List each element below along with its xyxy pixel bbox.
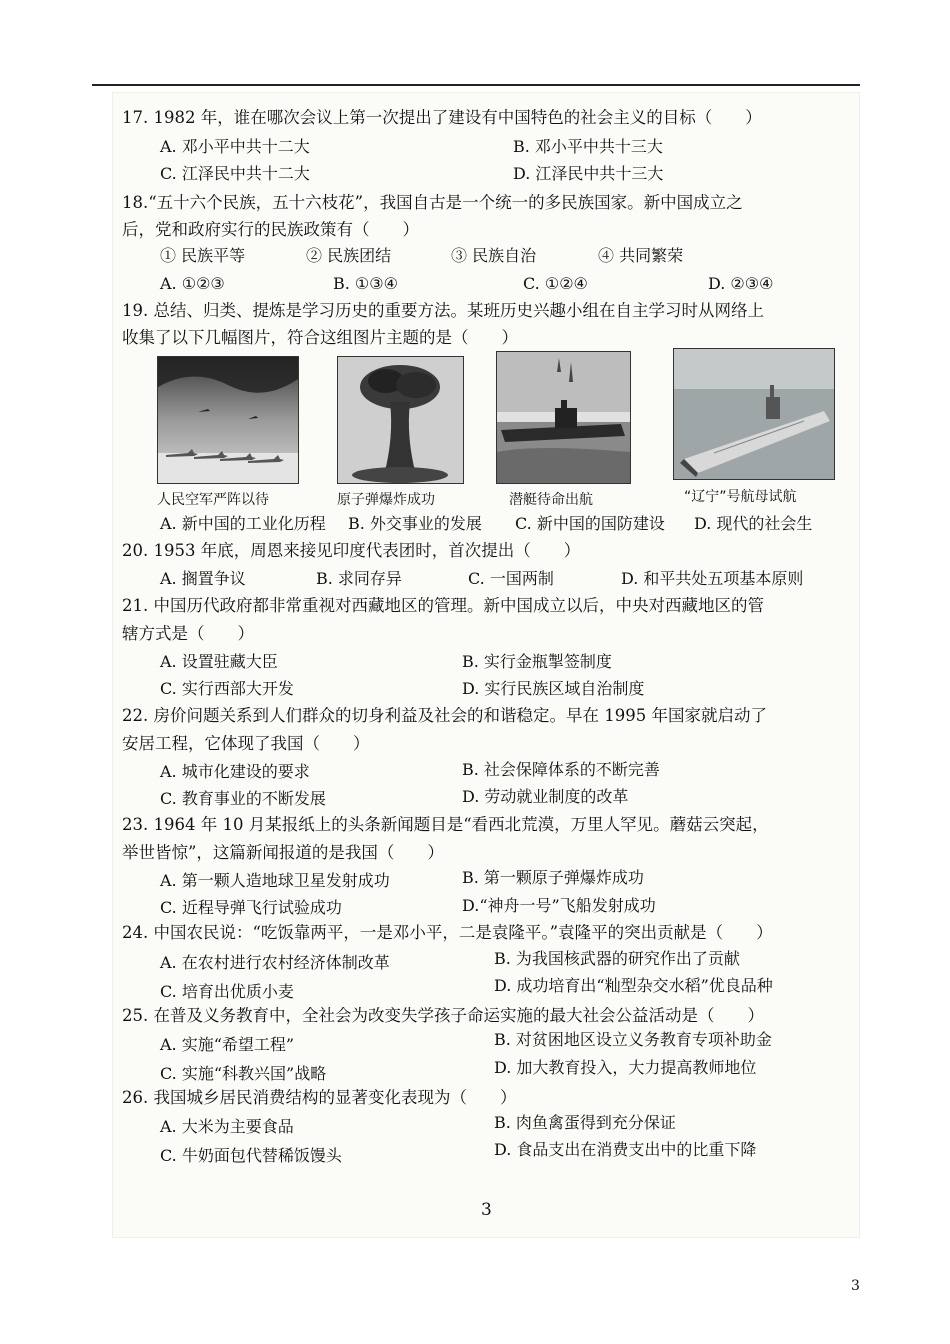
q18-stem-line1: 18.“五十六个民族，五十六枝花”，我国自古是一个统一的多民族国家。新中国成立之: [122, 193, 743, 212]
q23-option-d: D.“神舟一号”飞船发射成功: [462, 896, 656, 915]
q23-stem-line2: 举世皆惊”，这篇新闻报道的是我国（ ）: [122, 843, 444, 862]
q19-stem-line1: 19. 总结、归类、提炼是学习历史的重要方法。某班历史兴趣小组在自主学习时从网络上: [122, 301, 764, 320]
q19-option-c: C. 新中国的国防建设: [515, 514, 665, 533]
q22-option-a: A. 城市化建设的要求: [160, 762, 310, 781]
q21-option-d: D. 实行民族区域自治制度: [462, 679, 645, 698]
q24-option-b: B. 为我国核武器的研究作出了贡献: [494, 949, 740, 968]
q19-option-b: B. 外交事业的发展: [348, 514, 482, 533]
aircraft-carrier-photo: [673, 348, 835, 480]
q23-option-c: C. 近程导弹飞行试验成功: [160, 898, 342, 917]
q20-option-a: A. 搁置争议: [160, 569, 246, 588]
photo2-caption: 原子弹爆炸成功: [337, 492, 435, 508]
q19-option-d: D. 现代的社会生: [694, 514, 813, 533]
q18-item-3: ③ 民族自治: [451, 246, 537, 265]
q18-option-c: C. ①②④: [523, 274, 588, 293]
submarine-photo: [496, 351, 631, 484]
photo1-caption: 人民空军严阵以待: [157, 492, 269, 508]
q18-option-b: B. ①③④: [333, 274, 398, 293]
q22-stem-line1: 22. 房价问题关系到人们群众的切身利益及社会的和谐稳定。早在 1995 年国家就启动了: [122, 706, 767, 725]
q21-option-a: A. 设置驻藏大臣: [160, 652, 278, 671]
q25-option-b: B. 对贫困地区设立义务教育专项补助金: [494, 1030, 772, 1049]
q26-option-c: C. 牛奶面包代替稀饭馒头: [160, 1146, 342, 1165]
q25-option-d: D. 加大教育投入，大力提高教师地位: [494, 1058, 757, 1077]
photo4-caption: “辽宁”号航母试航: [684, 489, 797, 505]
sheet-number: 3: [851, 1278, 860, 1294]
q22-stem-line2: 安居工程，它体现了我国（ ）: [122, 734, 370, 753]
q18-item-2: ② 民族团结: [306, 246, 392, 265]
q17-stem: 17. 1982 年，谁在哪次会议上第一次提出了建设有中国特色的社会主义的目标（ ）: [122, 108, 762, 127]
q18-item-4: ④ 共同繁荣: [598, 246, 684, 265]
q26-option-a: A. 大米为主要食品: [160, 1117, 294, 1136]
q19-option-a: A. 新中国的工业化历程: [160, 514, 326, 533]
q17-option-b: B. 邓小平中共十三大: [513, 137, 663, 156]
q23-option-b: B. 第一颗原子弹爆炸成功: [462, 868, 644, 887]
q24-option-d: D. 成功培育出“籼型杂交水稻”优良品种: [494, 976, 773, 995]
q24-option-a: A. 在农村进行农村经济体制改革: [160, 953, 390, 972]
q19-stem-line2: 收集了以下几幅图片，符合这组图片主题的是（ ）: [122, 328, 518, 347]
q21-option-b: B. 实行金瓶掣签制度: [462, 652, 612, 671]
q18-option-a: A. ①②③: [160, 274, 225, 293]
q26-option-d: D. 食品支出在消费支出中的比重下降: [494, 1140, 757, 1159]
photo3-caption: 潜艇待命出航: [509, 492, 593, 508]
q18-stem-line2: 后，党和政府实行的民族政策有（ ）: [122, 220, 419, 239]
q24-stem: 24. 中国农民说：“吃饭靠两平，一是邓小平，二是袁隆平。”袁隆平的突出贡献是（ ）: [122, 923, 773, 942]
q23-option-a: A. 第一颗人造地球卫星发射成功: [160, 871, 390, 890]
q26-stem: 26. 我国城乡居民消费结构的显著变化表现为（ ）: [122, 1088, 517, 1107]
q17-option-a: A. 邓小平中共十二大: [160, 137, 310, 156]
q17-option-d: D. 江泽民中共十三大: [513, 164, 664, 183]
q26-option-b: B. 肉鱼禽蛋得到充分保证: [494, 1113, 676, 1132]
q20-stem: 20. 1953 年底，周恩来接见印度代表团时，首次提出（ ）: [122, 541, 581, 560]
q25-stem: 25. 在普及义务教育中，全社会为改变失学孩子命运实施的最大社会公益活动是（ ）: [122, 1006, 764, 1025]
q18-item-1: ① 民族平等: [160, 246, 246, 265]
q23-stem-line1: 23. 1964 年 10 月某报纸上的头条新闻题目是“看西北荒漠，万里人罕见。蘑菇云突起，: [122, 815, 769, 834]
q21-option-c: C. 实行西部大开发: [160, 679, 294, 698]
page-number: 3: [481, 1200, 492, 1220]
mushroom-cloud-photo: [337, 356, 464, 484]
q25-option-c: C. 实施“科教兴国”战略: [160, 1064, 327, 1083]
q17-option-c: C. 江泽民中共十二大: [160, 164, 310, 183]
q18-option-d: D. ②③④: [708, 274, 774, 293]
q22-option-d: D. 劳动就业制度的改革: [462, 787, 629, 806]
q21-stem-line2: 辖方式是（ ）: [122, 624, 254, 643]
q20-option-b: B. 求同存异: [316, 569, 402, 588]
q20-option-d: D. 和平共处五项基本原则: [621, 569, 804, 588]
fighter-jets-photo: [157, 356, 299, 484]
q24-option-c: C. 培育出优质小麦: [160, 982, 294, 1001]
q22-option-b: B. 社会保障体系的不断完善: [462, 760, 660, 779]
q21-stem-line1: 21. 中国历代政府都非常重视对西藏地区的管理。新中国成立以后，中央对西藏地区的管: [122, 596, 764, 615]
q20-option-c: C. 一国两制: [468, 569, 554, 588]
q25-option-a: A. 实施“希望工程”: [160, 1035, 295, 1054]
q22-option-c: C. 教育事业的不断发展: [160, 789, 326, 808]
header-rule: [92, 84, 860, 86]
